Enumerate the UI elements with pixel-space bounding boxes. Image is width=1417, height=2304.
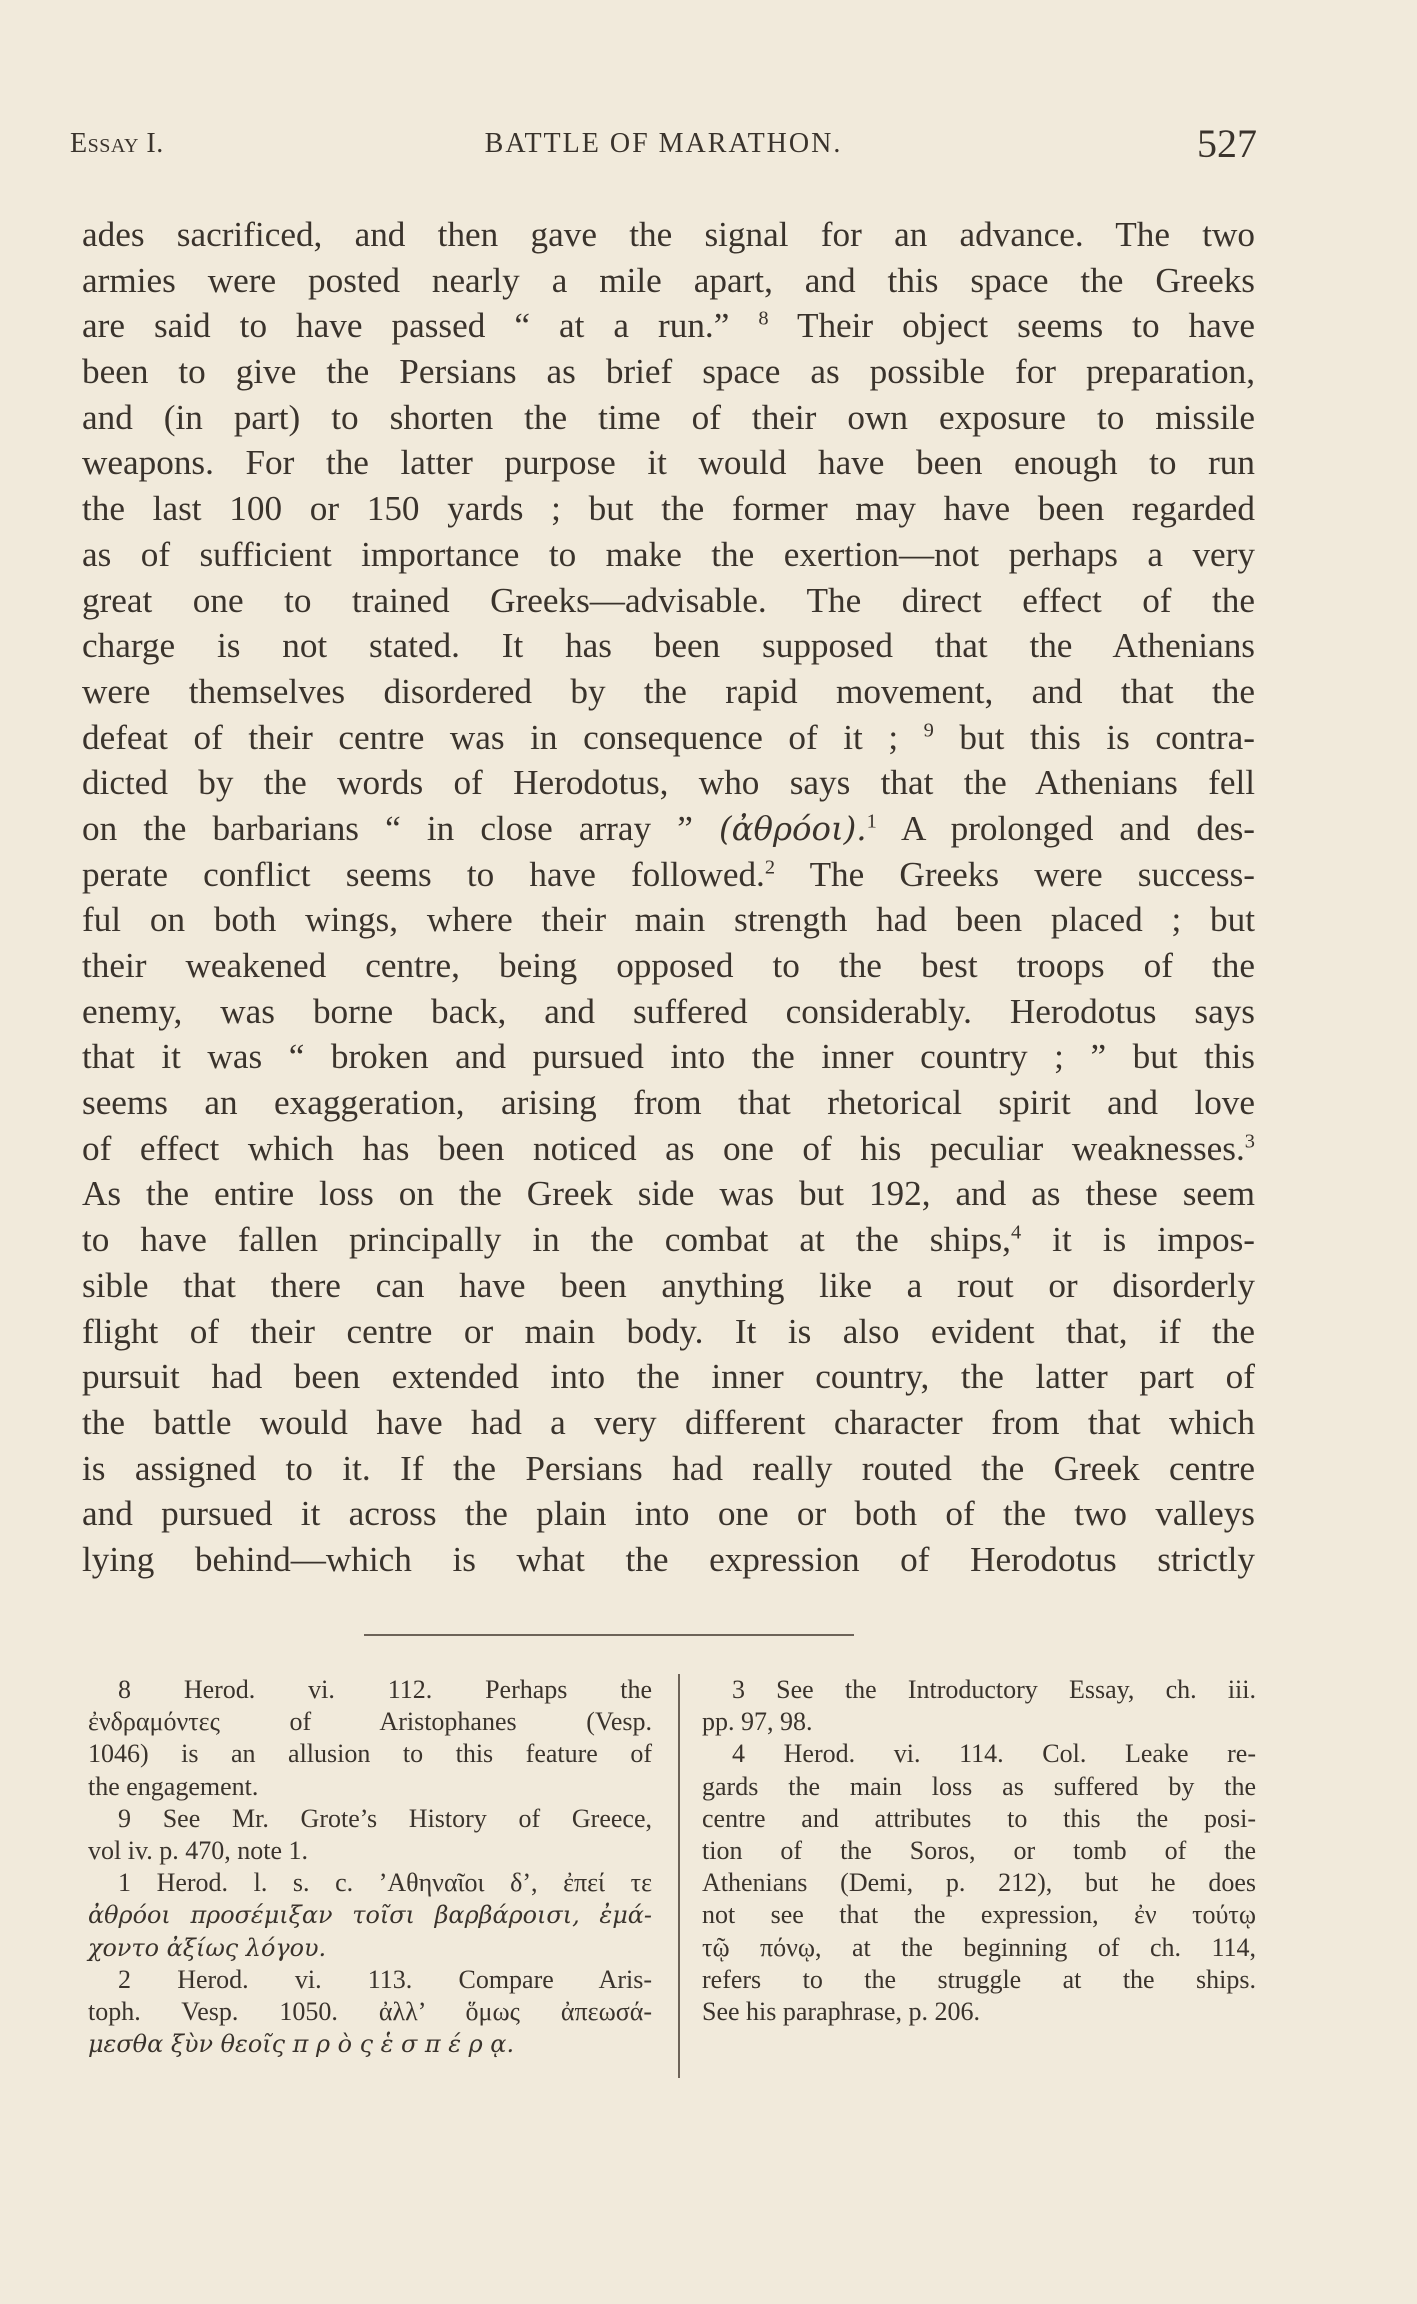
footnote-line: 4 Herod. vi. 114. Col. Leake re- bbox=[732, 1739, 1256, 1769]
page-number: 527 bbox=[1197, 121, 1257, 166]
text-line: seems an exaggeration, arising from that rhetorical spirit and love bbox=[82, 1083, 1255, 1123]
text-line: been to give the Persians as brief space as possible for preparation, bbox=[82, 352, 1255, 392]
footnote-line: refers to the struggle at the ships. bbox=[702, 1964, 1256, 1994]
footnote-line: gards the main loss as suffered by the bbox=[702, 1771, 1256, 1801]
footnote-line: τῷ πόνῳ, at the beginning of ch. 114, bbox=[702, 1932, 1256, 1962]
text-line: flight of their centre or main body. It is also evident that, if the bbox=[82, 1311, 1255, 1351]
footnote-line: tion of the Soros, or tomb of the bbox=[702, 1835, 1256, 1865]
text-line: their weakened centre, being opposed to the best troops of the bbox=[82, 946, 1255, 985]
text-line: sible that there can have been anything like a rout or disorderly bbox=[82, 1265, 1255, 1305]
text-line: As the entire loss on the Greek side was but 192, and as these seem bbox=[82, 1174, 1255, 1214]
text-line: are said to have passed “ at a run.” $^8$ Their object seems to have bbox=[82, 306, 1255, 346]
text-line: lying behind—which is what the expression of Herodotus strictly bbox=[82, 1539, 1255, 1579]
text-line: on the barbarians “ in close array ” (ἀθρόοι).$^1$ A prolonged and des- bbox=[82, 808, 1255, 848]
footnote-line: 8 Herod. vi. 112. Perhaps the bbox=[118, 1675, 652, 1704]
footnote-line: ἀθρόοι προσέμιξαν τοῖσι βαρβάροισι, ἐμά- bbox=[88, 1901, 652, 1930]
text-line: ful on both wings, where their main strength had been placed ; but bbox=[82, 900, 1255, 940]
footnote-line: 1 Herod. l. s. c. ’Αθηναῖοι δ’, ἐπεί τε bbox=[118, 1868, 652, 1898]
running-head bbox=[70, 121, 1257, 172]
column-divider bbox=[678, 1674, 680, 2078]
text-line: defeat of their centre was in consequence of it ; $^9$ but this is contra- bbox=[82, 717, 1255, 757]
text-line: perate conflict seems to have followed.$^2$ The Greeks were success- bbox=[82, 854, 1255, 894]
footnote-line: 1046) is an allusion to this feature of bbox=[88, 1739, 652, 1769]
text-line: of effect which has been noticed as one of his peculiar weaknesses.$^3$ bbox=[82, 1128, 1255, 1168]
footnote-line: ἐνδραμόντες of Aristophanes (Vesp. bbox=[88, 1707, 652, 1737]
text-line: that it was “ broken and pursued into the inner country ; ” but this bbox=[82, 1037, 1255, 1077]
footnote-line: centre and attributes to this the posi- bbox=[702, 1803, 1256, 1833]
text-line: ades sacrificed, and then gave the signal for an advance. The two bbox=[82, 215, 1255, 254]
footnote-line: vol iv. p. 470, note 1. bbox=[88, 1835, 309, 1865]
footnote-ref: 3 bbox=[1244, 1130, 1255, 1153]
text-line: to have fallen principally in the combat at the ships,$^4$ it is impos- bbox=[82, 1220, 1255, 1260]
text-line: enemy, was borne back, and suffered considerably. Herodotus says bbox=[82, 991, 1255, 1031]
text-line: and pursued it across the plain into one or both of the two valleys bbox=[82, 1494, 1255, 1534]
text-line: were themselves disordered by the rapid movement, and that the bbox=[82, 671, 1255, 711]
body-text bbox=[82, 212, 1255, 1583]
footnote-line: 9 See Mr. Grote’s History of Greece, bbox=[118, 1803, 652, 1833]
footnote-ref: 8 bbox=[758, 307, 769, 330]
footnote-line: 3 See the Introductory Essay, ch. iii. bbox=[732, 1675, 1256, 1704]
footnote-line: not see that the expression, ἐν τούτῳ bbox=[702, 1900, 1256, 1930]
text-line: is assigned to it. If the Persians had really routed the Greek centre bbox=[82, 1448, 1255, 1488]
text-line: great one to trained Greeks—advisable. The direct effect of the bbox=[82, 580, 1255, 620]
text-line: charge is not stated. It has been supposed that the Athenians bbox=[82, 626, 1255, 666]
essay-label: Essay I. bbox=[70, 128, 164, 159]
footnote-ref: 4 bbox=[1010, 1221, 1022, 1244]
footnote-line: the engagement. bbox=[88, 1771, 259, 1801]
footnote-line: pp. 97, 98. bbox=[702, 1707, 813, 1737]
text-line: weapons. For the latter purpose it would have been enough to run bbox=[82, 443, 1255, 483]
footnote-line: toph. Vesp. 1050. ἀλλ’ ὅμως ἀπεωσά- bbox=[88, 1996, 652, 2026]
footnote-line: μεσθα ξὺν θεοῖς π ρ ὸ ς ἑ σ π έ ρ ᾳ. bbox=[88, 2030, 515, 2059]
greek-word: (ἀθρόοι). bbox=[718, 809, 867, 848]
footnote-ref: 9 bbox=[923, 718, 934, 741]
footnotes-left-column bbox=[88, 1674, 652, 2060]
footnotes-right-column bbox=[702, 1674, 1256, 2028]
footnote-line: Athenians (Demi, p. 212), but he does bbox=[702, 1868, 1256, 1898]
footnote-rule bbox=[364, 1634, 854, 1636]
footnote-ref: 2 bbox=[764, 855, 776, 878]
text-line: the battle would have had a very different character from that which bbox=[82, 1402, 1255, 1442]
text-line: pursuit had been extended into the inner country, the latter part of bbox=[82, 1357, 1255, 1397]
footnote-line: χοντο ἀξίως λόγου. bbox=[88, 1933, 327, 1962]
chapter-title: BATTLE OF MARATHON. bbox=[484, 128, 843, 159]
text-line: the last 100 or 150 yards ; but the former may have been regarded bbox=[82, 489, 1255, 529]
footnote-line: See his paraphrase, p. 206. bbox=[702, 1996, 980, 2026]
footnote-ref: 1 bbox=[866, 810, 877, 833]
text-line: and (in part) to shorten the time of their own exposure to missile bbox=[82, 397, 1255, 437]
text-line: as of sufficient importance to make the exertion—not perhaps a very bbox=[82, 534, 1255, 574]
text-line: dicted by the words of Herodotus, who says that the Athenians fell bbox=[82, 763, 1255, 803]
text-line: armies were posted nearly a mile apart, and this space the Greeks bbox=[82, 260, 1255, 300]
footnote-line: 2 Herod. vi. 113. Compare Aris- bbox=[118, 1964, 652, 1994]
